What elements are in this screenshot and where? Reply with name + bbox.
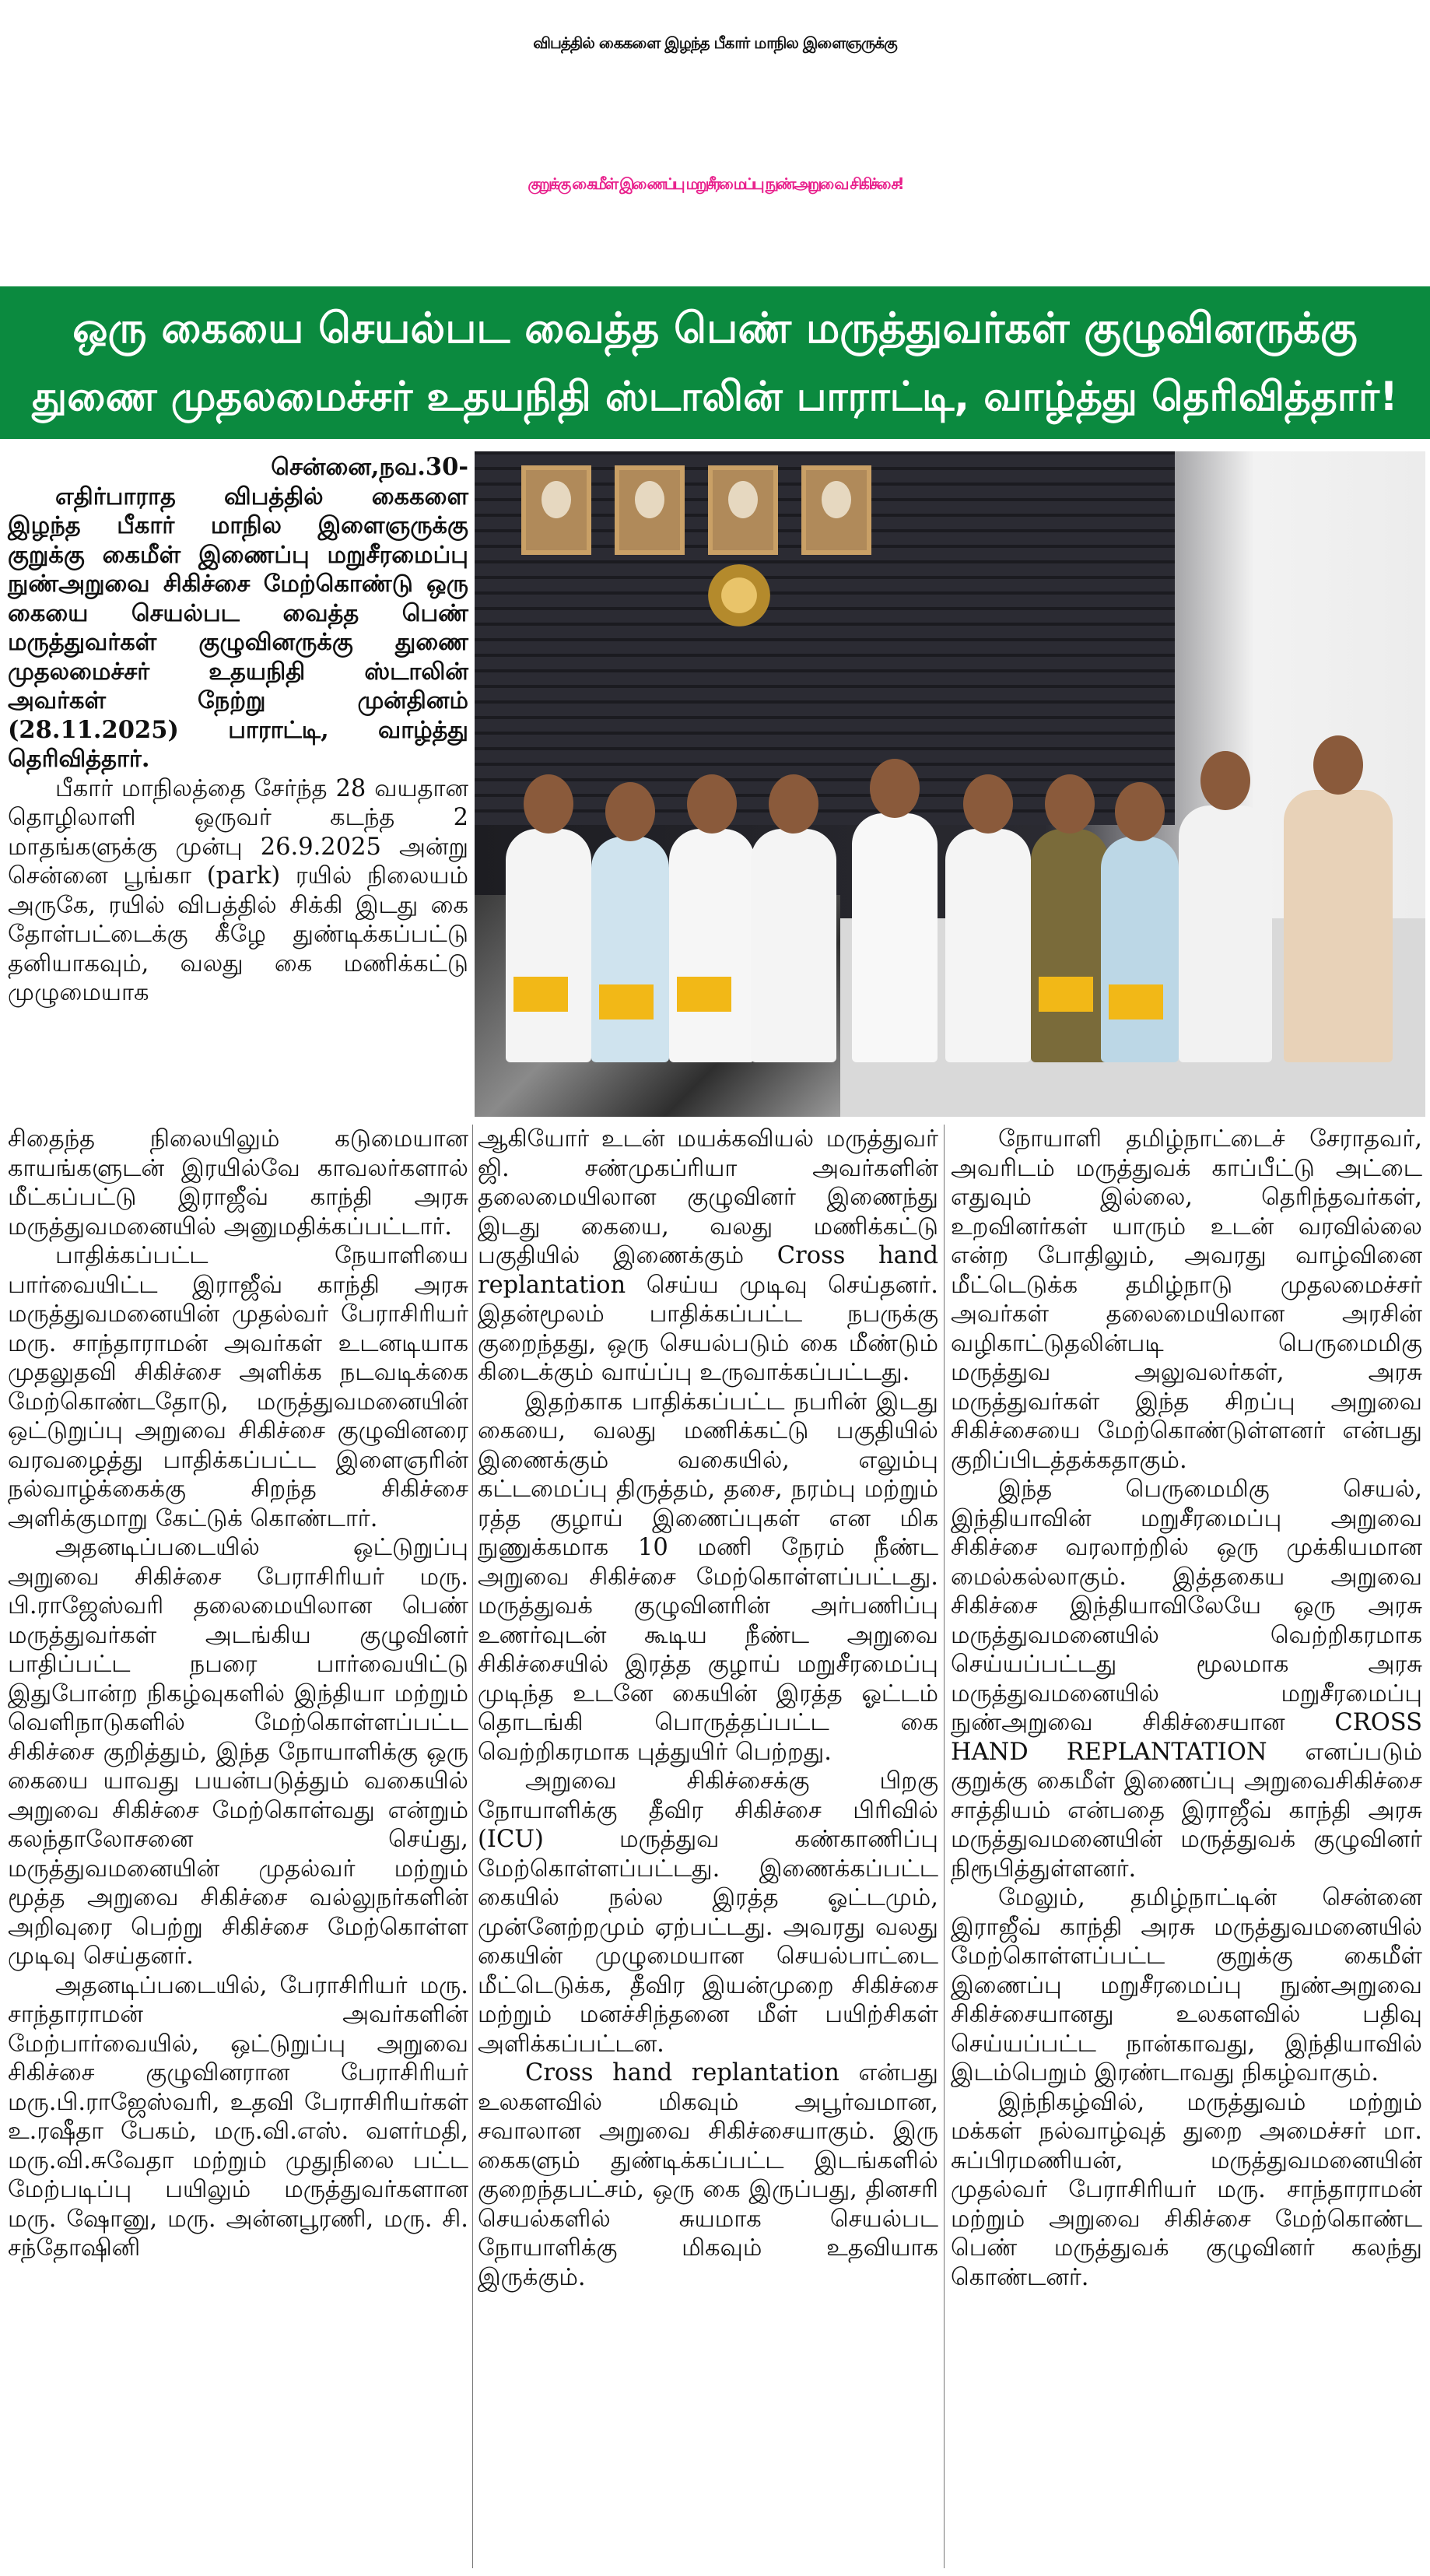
dateline: சென்னை,நவ.30-: [271, 453, 468, 481]
article-column-1-top: [8, 453, 468, 1008]
photo-person: [1101, 837, 1179, 1062]
subheadline-band: [0, 286, 1430, 439]
article-paragraph: இதற்காக பாதிக்கப்பட்ட நபரின் இடது கையை, வலது மணிக்கட்டு பகுதியில் இணைக்கும் வகையில், எலும்பு கட்டமைப்பு திருத்தம், தசை, நரம்பு மற்றும் ரத்த குழாய் இணைப்புகள் என மிக நுணுக்கமாக 10 மணி நேரம் நீண்ட அறுவை சிகிச்சை மேற்கொள்ளப்பட்டது. மருத்துவக் குழுவினரின் அர்பணிப்பு உணர்வுடன் கூடிய நீண்ட அறுவை சிகிச்சையில் இரத்த குழாய் மறுசீரமைப்பு முடிந்த உடனே கையின் இரத்த ஓட்டம் தொடங்கி பொருத்தப்பட்ட கை வெற்றிகரமாக புத்துயிர் பெற்றது.: [478, 1388, 938, 1766]
photo-person: [751, 829, 836, 1062]
article-paragraph: அதனடிப்படையில் ஒட்டுறுப்பு அறுவை சிகிச்சை பேராசிரியர் மரு. பி.ராஜேஸ்வரி தலைமையிலான பெண் மருத்துவர்கள் அடங்கிய குழுவினர் பாதிப்பட்ட நபரை பார்வையிட்டு இதுபோன்ற நிகழ்வுகளில் இந்தியா மற்றும் வெளிநாடுகளில் மேற்கொள்ளப்பட்ட சிகிச்சை குறித்தும், இந்த நோயாளிக்கு ஒரு கையை யாவது பயன்படுத்தும் வகையில் அறுவை சிகிச்சை மேற்கொள்வது என்றும் கலந்தாலோசனை செய்து, மருத்துவமனையின் முதல்வர் மற்றும் மூத்த அறுவை சிகிச்சை வல்லுநர்களின் அறிவுரை பெற்று சிகிச்சை மேற்கொள்ள முடிவு செய்தனர்.: [8, 1534, 468, 1970]
photo-person: [945, 829, 1031, 1062]
headline-line-1: விபத்தில் கைகளை இழந்த பீகார் மாநில இளைஞருக்கு: [533, 33, 897, 52]
article-paragraph: இந்த பெருமைமிகு செயல், இந்தியாவின் மறுசீரமைப்பு அறுவை சிகிச்சை வரலாற்றில் ஒரு முக்கியமான மைல்கல்லாகும். இத்தகைய அறுவை சிகிச்சை இந்தியாவிலேயே ஒரு அரசு மருத்துவமனையில் வெற்றிகரமாக செய்யப்பட்டது மூலமாக அரசு மருத்துவமனையில் மறுசீரமைப்பு நுண்அறுவை சிகிச்சையான CROSS HAND REPLANTATION எனப்படும் குறுக்கு கைமீள் இணைப்பு அறுவைசிகிச்சை சாத்தியம் என்பதை இராஜீவ் காந்தி அரசு மருத்துவமனையின் மருத்துவக் குழுவினர் நிரூபித்துள்ளனர்.: [951, 1476, 1422, 1883]
column-divider: [472, 1125, 473, 2568]
article-paragraph: இந்நிகழ்வில், மருத்துவம் மற்றும் மக்கள் நல்வாழ்வுத் துறை அமைச்சர் மா. சுப்பிரமணியன், மருத்துவமனையின் முதல்வர் பேராசிரியர் மரு. சாந்தாராமன் மற்றும் அறுவை சிகிச்சை மேற்கொண்ட பெண் மருத்துவக் குழுவினர் கலந்து கொண்டனர்.: [951, 2088, 1422, 2291]
column-divider: [944, 1125, 945, 2568]
lead-paragraph: எதிர்பாராத விபத்தில் கைகளை இழந்த பீகார் மாநில இளைஞருக்கு குறுக்கு கைமீள் இணைப்பு மறுசீரமைப்பு நுண்அறுவை சிகிச்சை மேற்கொண்டு ஒரு கையை செயல்பட வைத்த பெண் மருத்துவர்கள் குழுவினருக்கு துணை முதலமைச்சர் உதயநிதி ஸ்டாலின் அவர்கள் நேற்று முன்தினம் (28.11.2025) பாராட்டி, வாழ்த்து தெரிவித்தார்.: [8, 482, 468, 773]
article-paragraph: மேலும், தமிழ்நாட்டின் சென்னை இராஜீவ் காந்தி அரசு மருத்துவமனையில் மேற்கொள்ளப்பட்ட குறுக்கு கைமீள் இணைப்பு மறுசீரமைப்பு நுண்அறுவை சிகிச்சையானது உலகளவில் பதிவு செய்யப்பட்ட நான்காவது, இந்தியாவில் இடம்பெறும் இரண்டாவது நிகழ்வாகும்.: [951, 1884, 1422, 2086]
article-paragraph: Cross hand replantation என்பது உலகளவில் மிகவும் அபூர்வமான, சவாலான அறுவை சிகிச்சையாகும். இரு கைகளும் துண்டிக்கப்பட்ட இடங்களில் குறைந்தபட்சம், ஒரு கை இருப்பது, தினசரி செயல்களில் சுயமாக செயல்பட நோயாளிக்கு மிகவும் உதவியாக இருக்கும்.: [478, 2059, 938, 2291]
tamil-nadu-emblem-icon: [708, 564, 770, 626]
photo-person: [852, 813, 938, 1062]
photo-person: [669, 829, 755, 1062]
article-column-3: [951, 1125, 1422, 2292]
photo-person: [1031, 829, 1109, 1062]
article-column-2: [478, 1125, 938, 2292]
photo-portrait: [615, 465, 685, 555]
photo-portrait: [708, 465, 778, 555]
photo-person: [506, 829, 591, 1062]
subheadline-line-2: துணை முதலமைச்சர் உதயநிதி ஸ்டாலின் பாராட்டி, வாழ்த்து தெரிவித்தார்!: [32, 374, 1398, 420]
article-paragraph: சிதைந்த நிலையிலும் கடுமையான காயங்களுடன் இரயில்வே காவலர்களால் மீட்கப்பட்டு இராஜீவ் காந்தி அரசு மருத்துவமனையில் அனுமதிக்கப்பட்டார்.: [8, 1125, 468, 1241]
photo-person: [1284, 790, 1393, 1062]
article-paragraph: பாதிக்கப்பட்ட நேயாளியை பார்வையிட்ட இராஜீவ் காந்தி அரசு மருத்துவமனையின் முதல்வர் பேராசிரியர் மரு. சாந்தாராமன் அவர்கள் உடனடியாக முதலுதவி சிகிச்சை அளிக்க நடவடிக்கை மேற்கொண்டதோடு, மருத்துவமனையின் ஒட்டுறுப்பு அறுவை சிகிச்சை குழுவினரை வரவழைத்து பாதிக்கப்பட்ட இளைஞரின் நல்வாழ்க்கைக்கு சிறந்த சிகிச்சை அளிக்குமாறு கேட்டுக் கொண்டார்.: [8, 1242, 468, 1532]
article-paragraph: ஆகியோர் உடன் மயக்கவியல் மருத்துவர் ஜி. சண்முகப்ரியா அவர்களின் தலைமையிலான குழுவினர் இணைந்து இடது கையை, வலது மணிக்கட்டு பகுதியில் இணைக்கும் Cross hand replantation செய்ய முடிவு செய்தனர். இதன்மூலம் பாதிக்கப்பட்ட நபருக்கு குறைந்தது, ஒரு செயல்படும் கை மீண்டும் கிடைக்கும் வாய்ப்பு உருவாக்கப்பட்டது.: [478, 1125, 938, 1386]
news-photo: [475, 451, 1425, 1117]
article-paragraph: அதனடிப்படையில், பேராசிரியர் மரு. சாந்தாராமன் அவர்களின் மேற்பார்வையில், ஒட்டுறுப்பு அறுவை சிகிச்சை குழுவினரான பேராசிரியர் மரு.பி.ராஜேஸ்வரி, உதவி பேராசிரியர்கள் உ.ரஷீதா பேகம், மரு.வி.எஸ். வளர்மதி, மரு.வி.சுவேதா மற்றும் முதுநிலை பட்ட மேற்படிப்பு பயிலும் மருத்துவர்களான மரு. ஷோனு, மரு. அன்னபூரணி, மரு. சி. சந்தோஷினி: [8, 1971, 468, 2262]
subheadline-line-1: ஒரு கையை செயல்பட வைத்த பெண் மருத்துவர்கள் குழுவினருக்கு: [72, 304, 1358, 353]
photo-portrait: [801, 465, 871, 555]
article-paragraph: அறுவை சிகிச்சைக்கு பிறகு நோயாளிக்கு தீவிர சிகிச்சை பிரிவில் (ICU) மருத்துவ கண்காணிப்பு மேற்கொள்ளப்பட்டது. இணைக்கப்பட்ட கையில் நல்ல இரத்த ஓட்டமும், முன்னேற்றமும் ஏற்பட்டது. அவரது வலது கையின் முழுமையான செயல்பாட்டை மீட்டெடுக்க, தீவிர இயன்முறை சிகிச்சை மற்றும் மனச்சிந்தனை மீள் பயிற்சிகள் அளிக்கப்பட்டன.: [478, 1767, 938, 2058]
article-column-1: [8, 1125, 468, 2263]
article-paragraph: பீகார் மாநிலத்தை சேர்ந்த 28 வயதான தொழிலாளி ஒருவர் கடந்த 2 மாதங்களுக்கு முன்பு 26.9.2025 அன்று சென்னை பூங்கா (park) ரயில் நிலையம் அருகே, ரயில் விபத்தில் சிக்கி இடது கை தோள்பட்டைக்கு கீழே துண்டிக்கப்பட்டு தனியாகவும், வலது கை மணிக்கட்டு முழுமையாக: [8, 774, 468, 1006]
photo-portrait: [521, 465, 591, 555]
headline-line-2: குறுக்கு கைமீள் இணைப்பு மறுசீரமைப்பு நுண்அறுவை சிகிச்சை!: [527, 174, 903, 193]
article-paragraph: நோயாளி தமிழ்நாட்டைச் சேராதவர், அவரிடம் மருத்துவக் காப்பீட்டு அட்டை எதுவும் இல்லை, தெரிந்தவர்கள், உறவினர்கள் யாரும் உடன் வரவில்லை என்ற போதிலும், அவரது வாழ்வினை மீட்டெடுக்க தமிழ்நாடு முதலமைச்சர் அவர்கள் தலைமையிலான அரசின் வழிகாட்டுதலின்படி பெருமைமிகு மருத்துவ அலுவலர்கள், அரசு மருத்துவர்கள் இந்த சிறப்பு அறுவை சிகிச்சையை மேற்கொண்டுள்ளனர் என்பது குறிப்பிடத்தக்கதாகும்.: [951, 1125, 1422, 1474]
photo-person: [591, 837, 669, 1062]
photo-person: [1179, 805, 1272, 1062]
